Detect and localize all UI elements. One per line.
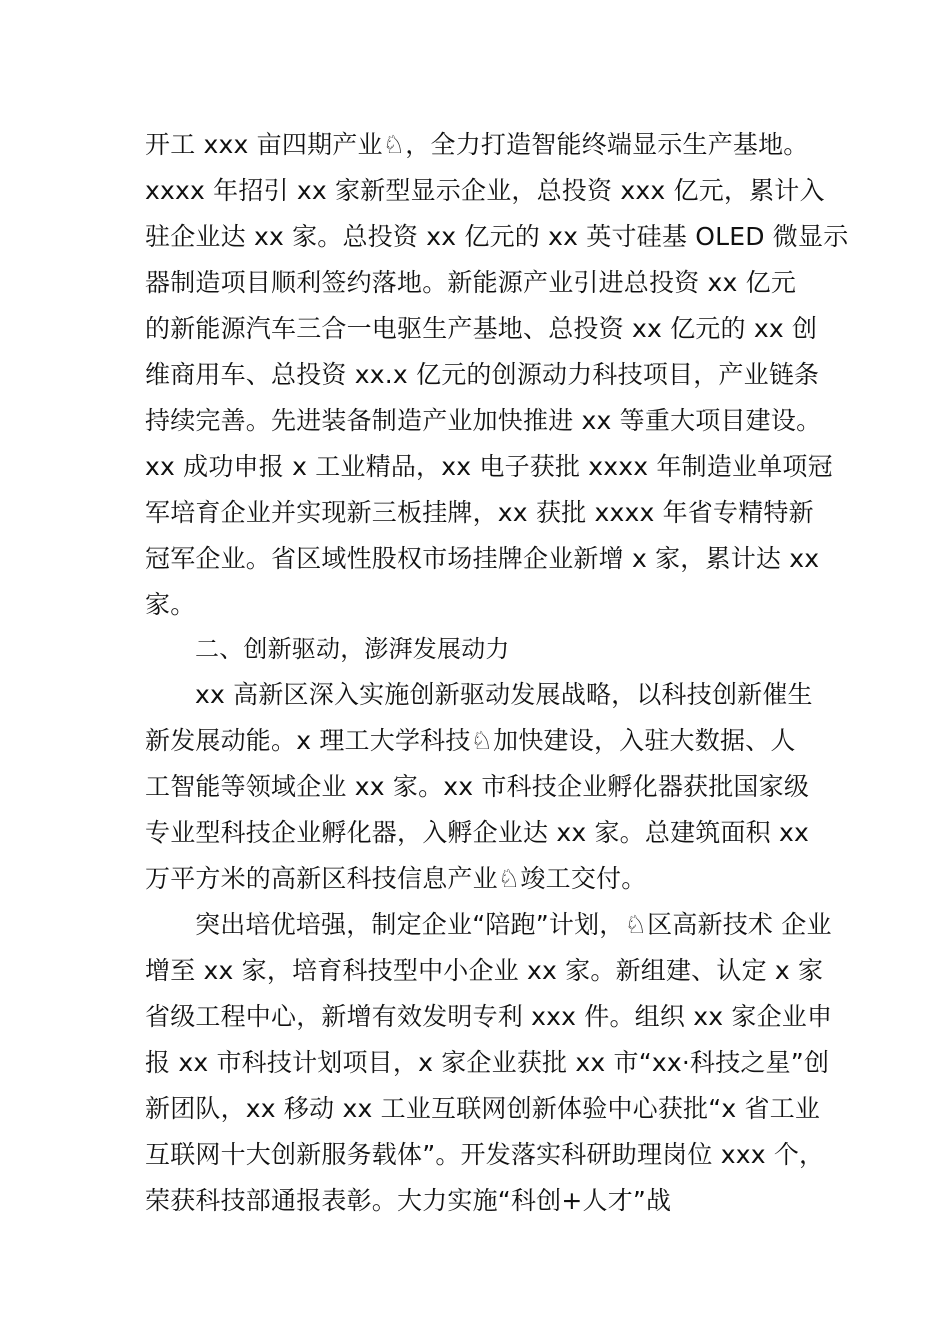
text-line: 新团队，xx 移动 xx 工业互联网创新体验中心获批“x 省工业: [145, 1094, 821, 1123]
text-line: 省级工程中心，新增有效发明专利 xxx 件。组织 xx 家企业申: [145, 1002, 833, 1031]
text-line: 军培育企业并实现新三板挂牌，xx 获批 xxxx 年省专精特新: [145, 498, 814, 527]
text-line: 增至 xx 家，培育科技型中小企业 xx 家。新组建、认定 x 家: [145, 956, 824, 985]
text-line: xxxx 年招引 xx 家新型显示企业，总投资 xxx 亿元，累计入: [145, 176, 825, 205]
text-line: 工智能等领域企业 xx 家。xx 市科技企业孵化器获批国家级: [145, 772, 810, 801]
text-line: 冠军企业。省区域性股权市场挂牌企业新增 x 家，累计达 xx: [145, 544, 820, 573]
text-line: 互联网十大创新服务载体”。开发落实科研助理岗位 xxx 个，: [145, 1140, 825, 1169]
paragraph-first-line: xx 高新区深入实施创新驱动发展战略，以科技创新催生: [195, 680, 813, 709]
text-line: 专业型科技企业孵化器，入孵企业达 xx 家。总建筑面积 xx: [145, 818, 810, 847]
text-line: 维商用车、总投资 xx.x 亿元的创源动力科技项目，产业链条: [145, 360, 820, 389]
text-line: 家。: [145, 590, 196, 619]
text-line: xx 成功申报 x 工业精品，xx 电子获批 xxxx 年制造业单项冠: [145, 452, 833, 481]
text-line: 持续完善。先进装备制造产业加快推进 xx 等重大项目建设。: [145, 406, 822, 435]
text-line: 万平方米的高新区科技信息产业♘竣工交付。: [145, 864, 647, 893]
text-line: 荣获科技部通报表彰。大力实施“科创+人才”战: [145, 1186, 672, 1215]
paragraph-first-line: 突出培优培强，制定企业“陪跑”计划，♘区高新技术 企业: [195, 910, 832, 939]
text-line: 开工 xxx 亩四期产业♘，全力打造智能终端显示生产基地。: [145, 130, 809, 159]
text-line: 报 xx 市科技计划项目，x 家企业获批 xx 市“xx·科技之星”创: [145, 1048, 830, 1077]
text-line: 新发展动能。x 理工大学科技♘加快建设，入驻大数据、人: [145, 726, 796, 755]
section-heading: 二、创新驱动，澎湃发展动力: [195, 635, 510, 663]
text-line: 的新能源汽车三合一电驱生产基地、总投资 xx 亿元的 xx 创: [145, 314, 818, 343]
text-line: 器制造项目顺利签约落地。新能源产业引进总投资 xx 亿元: [145, 268, 797, 297]
text-line: 驻企业达 xx 家。总投资 xx 亿元的 xx 英寸硅基 OLED 微显示: [145, 222, 849, 251]
